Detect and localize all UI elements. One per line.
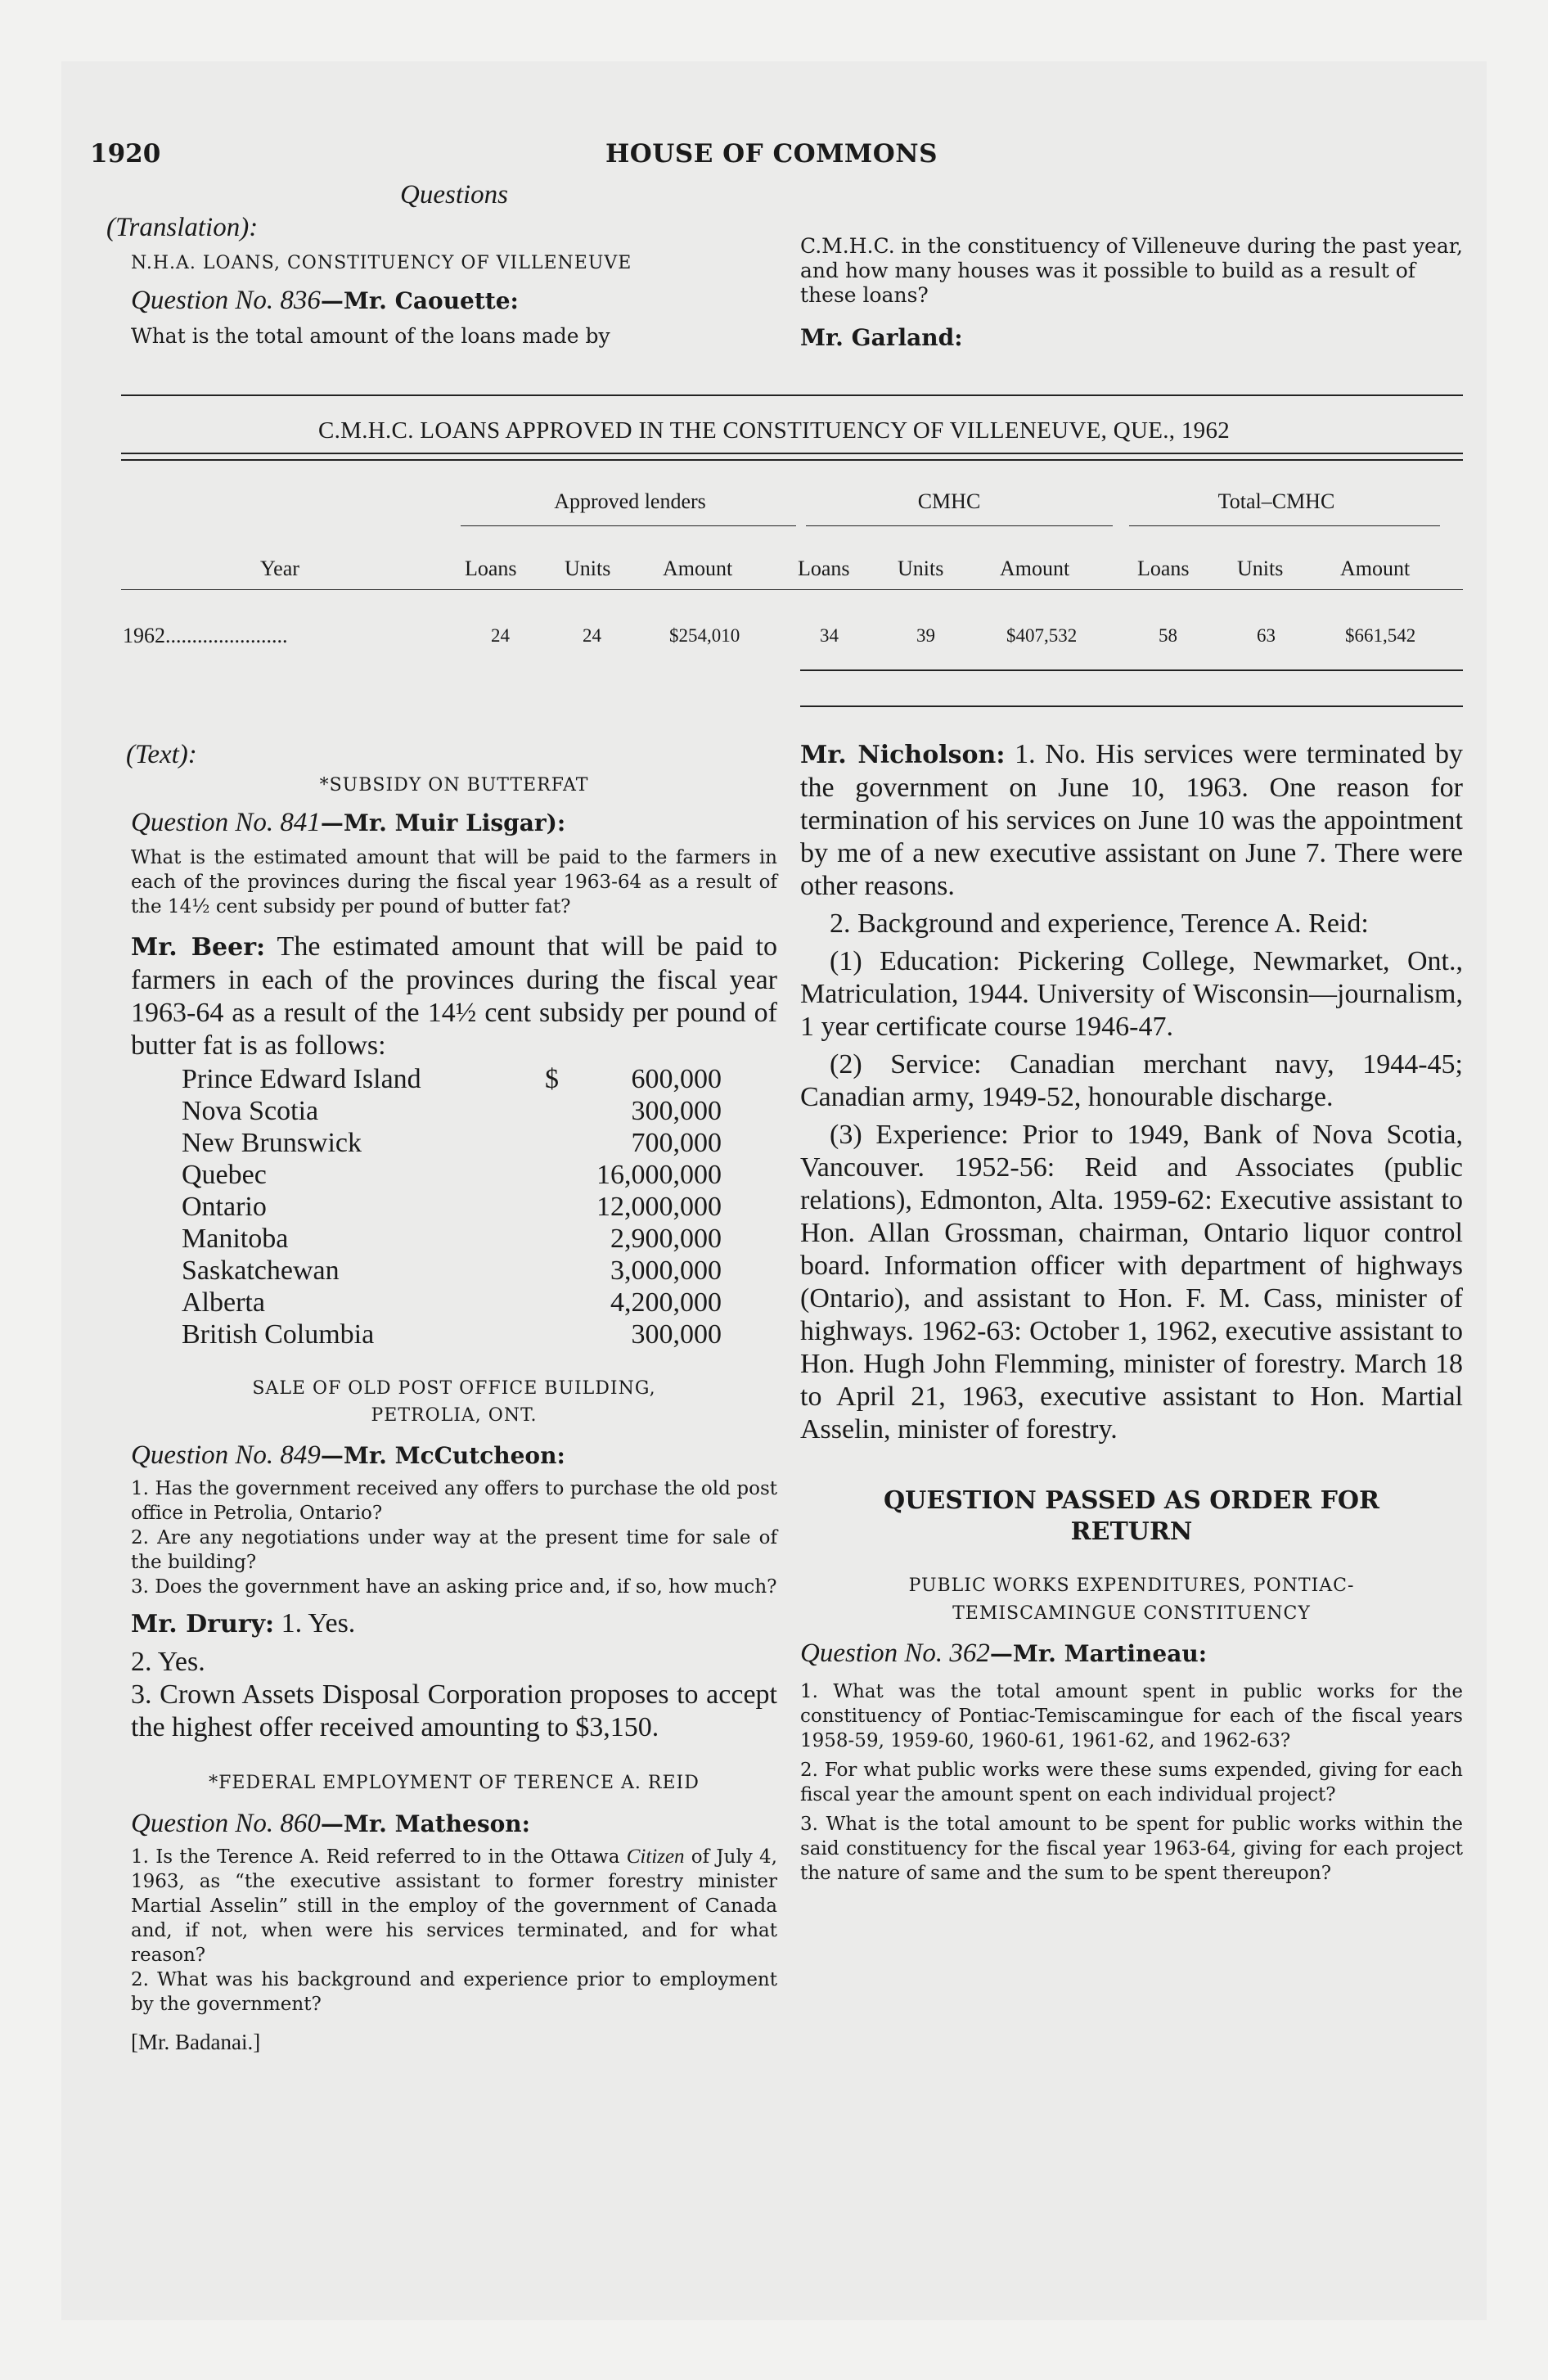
- province-amount: 12,000,000: [596, 1192, 722, 1222]
- question-849-item-2: 2. Are any negotiations under way at the present time for sale of the building?: [131, 1527, 777, 1573]
- list-item: [182, 1255, 722, 1287]
- col-header-loans-3: Loans: [1137, 557, 1190, 580]
- q860-item1-part-b: of July 4, 1963, as “the executive assistant to former forestry minister Martial Asselin” still in the employ of the government of Canada and, if not, when were his services terminated, and for what reason?: [131, 1846, 777, 1966]
- group-cmhc: CMHC: [917, 489, 981, 513]
- row-year: 1962: [123, 624, 165, 647]
- col-header-amount-3: Amount: [1340, 557, 1411, 580]
- province-name: Alberta: [182, 1287, 265, 1318]
- beer-member: Mr. Beer:: [131, 933, 266, 962]
- question-362-item-2: 2. For what public works were these sums expended, giving for each fiscal year the amount spent on each individual project?: [800, 1760, 1463, 1805]
- col-header-units-2: Units: [898, 557, 944, 580]
- group-rule-cmhc: [806, 525, 1113, 526]
- pw-heading-1: PUBLIC WORKS EXPENDITURES, PONTIAC-: [908, 1575, 1355, 1596]
- province-amount: 700,000: [631, 1128, 722, 1158]
- list-item: [182, 1160, 722, 1192]
- province-amount: 4,200,000: [610, 1287, 722, 1318]
- question-836-continued: C.M.H.C. in the constituency of Villeneuve during the past year, and how many houses was it possible to build as a result of these loans?: [800, 234, 1463, 307]
- list-item: [182, 1287, 722, 1319]
- question-836-member: —Mr. Caouette:: [320, 287, 519, 314]
- province-amount: 16,000,000: [596, 1160, 722, 1190]
- list-item: [182, 1319, 722, 1351]
- group-rule-total: [1129, 525, 1440, 526]
- nicholson-experience: (3) Experience: Prior to 1949, Bank of Nova Scotia, Vancouver. 1952-56: Reid and Associates (public relations), Edmonton, Alta. 1959-62: Executive assistant to Hon. Allan Grossman, chairman, Ontario liquor control board. Information officer with department of highways (Ontario), and assistant to Hon. F. M. Cass, minister of highways. 1962-63: October 1, 1962, executive assistant to Hon. Hugh John Flemming, minister of forestry. March 18 to April 21, 1963, executive assistant to Hon. Martial Asselin, minister of forestry.: [800, 1120, 1463, 1445]
- group-rule-approved: [461, 525, 796, 526]
- table-bottom-rule-1: [800, 669, 1463, 671]
- province-name: Saskatchewan: [182, 1255, 340, 1286]
- question-841-member: —Mr. Muir Lisgar):: [320, 809, 566, 836]
- drury-answer: [131, 1607, 777, 1641]
- question-841-line: [131, 807, 777, 839]
- table-rule-1: [121, 453, 1463, 454]
- reid-heading: *FEDERAL EMPLOYMENT OF TERENCE A. REID: [209, 1773, 700, 1793]
- col-header-amount-2: Amount: [1000, 557, 1070, 580]
- table-bottom-rule-2: [800, 705, 1463, 707]
- col-header-amount-1: Amount: [663, 557, 733, 580]
- nha-heading: N.H.A. LOANS, CONSTITUENCY OF VILLENEUVE: [131, 253, 632, 273]
- question-362-label: Question No. 362: [800, 1639, 990, 1668]
- passed-heading-1: QUESTION PASSED AS ORDER FOR: [884, 1486, 1379, 1515]
- cell-loans-1: 24: [491, 625, 510, 646]
- drury-member: Mr. Drury:: [131, 1610, 275, 1639]
- province-name: British Columbia: [182, 1319, 375, 1350]
- question-860-member: —Mr. Matheson:: [320, 1810, 530, 1837]
- nicholson-answer-2: 2. Background and experience, Terence A. Reid:: [830, 908, 1369, 939]
- table-top-rule: [121, 394, 1463, 396]
- petrolia-heading-1: SALE OF OLD POST OFFICE BUILDING,: [252, 1378, 656, 1399]
- question-849-item-3: 3. Does the government have an asking price and, if so, how much?: [131, 1576, 777, 1598]
- question-849-item-1: 1. Has the government received any offers to purchase the old post office in Petrolia, Ontario?: [131, 1478, 777, 1524]
- right-top-column: [800, 234, 1463, 351]
- question-860-item-1: [131, 1845, 777, 1968]
- left-bottom-column: [126, 738, 777, 2055]
- province-amount: 2,900,000: [610, 1224, 722, 1254]
- question-836-text: What is the total amount of the loans made by: [131, 324, 610, 348]
- cell-loans-2: 34: [820, 625, 839, 646]
- province-name: Nova Scotia: [182, 1096, 319, 1126]
- q860-item1-citizen: Citizen: [626, 1846, 685, 1868]
- right-bottom-column: [800, 738, 1463, 1886]
- col-header-units-3: Units: [1237, 557, 1284, 580]
- list-item: [182, 1096, 722, 1128]
- col-header-loans-2: Loans: [798, 557, 850, 580]
- province-name: New Brunswick: [182, 1128, 362, 1158]
- cell-units-2: 39: [916, 625, 935, 646]
- table-row: [123, 624, 288, 648]
- list-item: [182, 1192, 722, 1224]
- drury-answer-2: 2. Yes.: [131, 1647, 205, 1677]
- passed-heading-2: RETURN: [1070, 1517, 1193, 1546]
- question-362-item-3: 3. What is the total amount to be spent for public works within the said constituency for the fiscal year 1963-64, giving for each project the nature of same and the sum to be spent thereupon?: [800, 1814, 1463, 1884]
- province-list: [182, 1064, 722, 1351]
- question-860-label: Question No. 860: [131, 1809, 321, 1838]
- cell-units-1: 24: [583, 625, 601, 646]
- question-362-item-1: 1. What was the total amount spent in public works for the constituency of Pontiac-Temiscamingue for each of the fiscal years 1958-59, 1959-60, 1960-61, 1961-62, and 1962-63?: [800, 1681, 1463, 1751]
- question-849-member: —Mr. McCutcheon:: [320, 1442, 565, 1469]
- beer-text: The estimated amount that will be paid to farmers in each of the provinces during the fiscal year 1963-64 as a result of the 14½ cent subsidy per pound of butter fat is as follows:: [131, 931, 777, 1061]
- province-currency: $: [545, 1064, 559, 1094]
- cell-amount-2: $407,532: [1006, 625, 1078, 646]
- province-amount: 300,000: [631, 1096, 722, 1126]
- question-836-label: Question No. 836: [131, 286, 321, 315]
- question-362-member: —Mr. Martineau:: [989, 1640, 1208, 1667]
- badanai-footer: [Mr. Badanai.]: [131, 2030, 261, 2054]
- row-leader-dots: .......................: [165, 624, 288, 647]
- cell-amount-1: $254,010: [669, 625, 740, 646]
- text-label: (Text):: [126, 740, 197, 769]
- question-860-item-2: 2. What was his background and experience prior to employment by the government?: [131, 1969, 777, 2015]
- list-item: [182, 1064, 722, 1096]
- nicholson-member: Mr. Nicholson:: [800, 741, 1006, 769]
- question-841-text: What is the estimated amount that will be paid to the farmers in each of the provinces during the fiscal year 1963-64 as a result of the 14½ cent subsidy per pound of butter fat?: [131, 847, 777, 917]
- nicholson-service: (2) Service: Canadian merchant navy, 1944-45; Canadian army, 1949-52, honourable discharge.: [800, 1049, 1463, 1112]
- q860-item1-part-a: 1. Is the Terence A. Reid referred to in the Ottawa: [131, 1846, 627, 1868]
- page-title: HOUSE OF COMMONS: [605, 139, 938, 169]
- drury-answer-1: 1. Yes.: [281, 1608, 356, 1639]
- province-amount: 300,000: [631, 1319, 722, 1350]
- col-header-units-1: Units: [565, 557, 611, 580]
- question-841-label: Question No. 841: [131, 808, 321, 837]
- province-name: Ontario: [182, 1192, 267, 1222]
- cell-amount-3: $661,542: [1345, 625, 1416, 646]
- province-name: Manitoba: [182, 1224, 289, 1254]
- question-836-line: [131, 285, 777, 317]
- province-amount: 600,000: [631, 1064, 722, 1094]
- nicholson-education: (1) Education: Pickering College, Newmarket, Ont., Matriculation, 1944. University of Wisconsin—journalism, 1 year certificate course 1946-47.: [800, 946, 1463, 1042]
- translation-label: (Translation):: [106, 213, 259, 242]
- question-849-label: Question No. 849: [131, 1440, 321, 1470]
- province-amount: 3,000,000: [610, 1255, 722, 1286]
- question-860-line: [131, 1808, 777, 1840]
- garland-answer-label: Mr. Garland:: [800, 324, 963, 351]
- table-title: C.M.H.C. LOANS APPROVED IN THE CONSTITUENCY OF VILLENEUVE, QUE., 1962: [317, 417, 1231, 444]
- nicholson-answer-1: [800, 738, 1463, 903]
- province-name: Quebec: [182, 1160, 267, 1190]
- col-header-loans-1: Loans: [465, 557, 517, 580]
- pw-heading-2: TEMISCAMINGUE CONSTITUENCY: [952, 1603, 1311, 1624]
- question-362-line: [800, 1638, 1463, 1670]
- question-849-line: [131, 1440, 777, 1472]
- drury-answer-3: 3. Crown Assets Disposal Corporation proposes to accept the highest offer received amounting to $3,150.: [131, 1679, 777, 1742]
- nicholson-text-1: 1. No. His services were terminated by the government on June 10, 1963. One reason for termination of his services on June 10 was the appointment by me of a new executive assistant on June 7. There were other reasons.: [800, 739, 1464, 901]
- butterfat-heading: *SUBSIDY ON BUTTERFAT: [319, 775, 589, 796]
- list-item: [182, 1128, 722, 1160]
- page-number: 1920: [90, 139, 161, 169]
- table-rule-2: [121, 459, 1463, 461]
- cell-loans-3: 58: [1159, 625, 1177, 646]
- header-bottom-rule: [121, 589, 1463, 590]
- petrolia-heading-2: PETROLIA, ONT.: [371, 1405, 538, 1426]
- beer-answer: [131, 931, 777, 1062]
- left-top-column: [106, 178, 777, 353]
- col-header-year: Year: [260, 557, 299, 580]
- cell-units-3: 63: [1257, 625, 1276, 646]
- province-name: Prince Edward Island: [182, 1064, 421, 1094]
- group-total-cmhc: Total–CMHC: [1217, 489, 1335, 513]
- section-label: Questions: [400, 180, 508, 210]
- group-approved-lenders: Approved lenders: [554, 489, 706, 513]
- list-item: [182, 1224, 722, 1255]
